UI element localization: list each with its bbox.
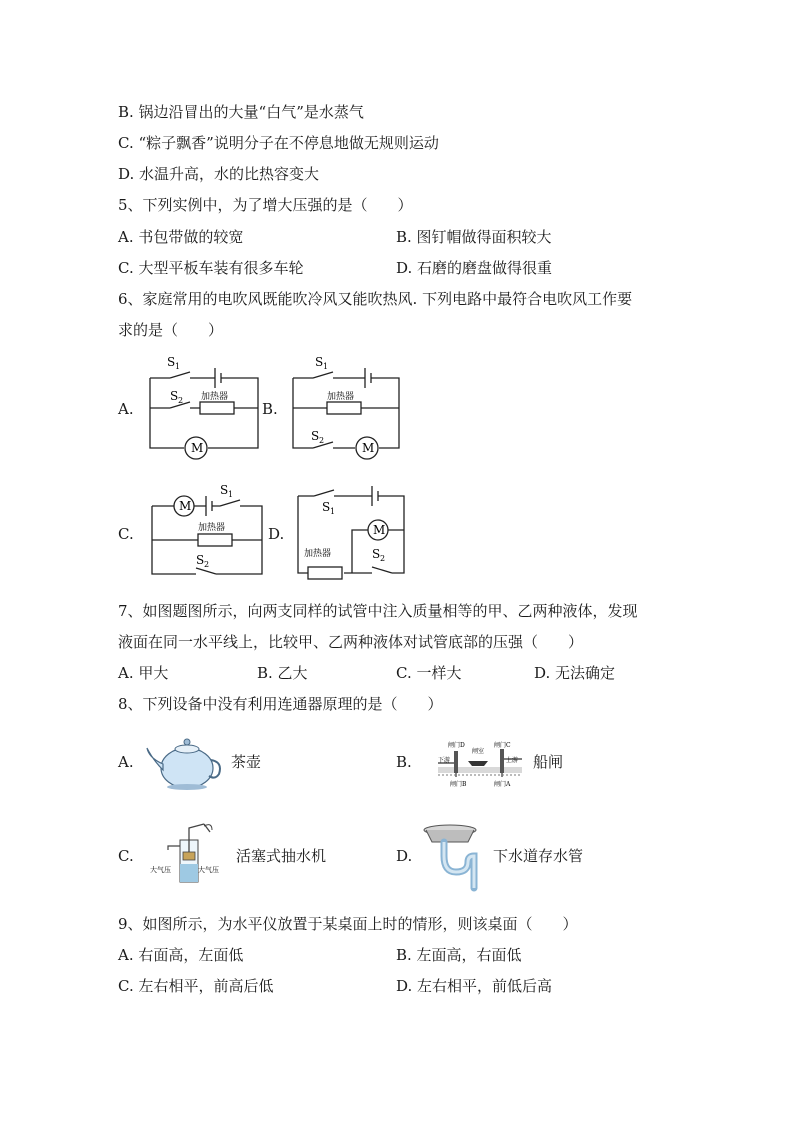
circuit-d-s2-label: S — [372, 547, 381, 561]
q8-label-c: C. — [118, 847, 134, 865]
q9-option-a: A. 右面高，左面低 — [118, 946, 244, 964]
circuit-b-diagram — [285, 350, 410, 465]
circuit-b-s2-label: S — [311, 429, 320, 443]
circuit-d-motor-label: M — [373, 523, 386, 537]
q9-option-c: C. 左右相平，前高后低 — [118, 977, 274, 995]
circuit-b-s1-sub: 1 — [323, 362, 329, 371]
circuit-a-s1-sub: 1 — [175, 362, 181, 371]
q5-option-c: C. 大型平板车装有很多车轮 — [118, 259, 304, 277]
ship-lock-gate-c-label: 闸门C — [494, 742, 511, 749]
circuit-d-s1-sub: 1 — [330, 507, 336, 516]
q4-option-d: D. 水温升高，水的比热容变大 — [118, 165, 320, 183]
circuit-c-motor-label: M — [179, 499, 192, 513]
q8-name-c: 活塞式抽水机 — [236, 847, 327, 865]
ship-lock-downstream-label: 下游 — [438, 757, 451, 764]
q6-stem-line2: 求的是（ ） — [118, 321, 224, 339]
q5-option-d: D. 石磨的磨盘做得很重 — [396, 259, 553, 277]
q8-name-d: 下水道存水管 — [493, 847, 584, 865]
q9-option-b: B. 左面高，右面低 — [396, 946, 522, 964]
circuit-d-s2-sub: 2 — [380, 554, 386, 563]
q9-option-d: D. 左右相平，前低后高 — [396, 977, 553, 995]
q8-name-a: 茶壶 — [231, 753, 262, 771]
q7-option-d: D. 无法确定 — [534, 664, 616, 682]
circuit-c-s2-label: S — [196, 553, 205, 567]
circuit-a-s2-label: S — [170, 389, 179, 403]
pump-atm-left-label: 大气压 — [150, 866, 171, 874]
q8-stem: 8、下列设备中没有利用连通器原理的是（ ） — [118, 695, 443, 713]
ship-lock-upstream-label: 上游 — [506, 757, 519, 764]
q4-option-b: B. 锅边沿冒出的大量“白气”是水蒸气 — [118, 103, 364, 121]
q7-stem-line1: 7、如图题图所示，向两支同样的试管中注入质量相等的甲、乙两种液体，发现 — [118, 602, 638, 620]
q8-label-d: D. — [396, 847, 413, 865]
circuit-a-s2-sub: 2 — [178, 396, 184, 405]
ship-lock-chamber-label: 闸室 — [472, 748, 485, 755]
circuit-b-s1-label: S — [315, 355, 324, 369]
piston-pump-image — [150, 820, 226, 888]
q8-label-a: A. — [118, 753, 134, 771]
circuit-d-diagram — [292, 478, 417, 583]
circuit-a-diagram — [140, 350, 265, 465]
circuit-b-heater-label: 加热器 — [327, 392, 355, 402]
q6-label-c: C. — [118, 525, 134, 543]
pump-atm-right-label: 大气压 — [198, 866, 219, 874]
circuit-b-s2-sub: 2 — [319, 436, 325, 445]
circuit-d-s1-label: S — [322, 500, 331, 514]
q6-label-a: A. — [118, 400, 134, 418]
q5-stem: 5、下列实例中，为了增大压强的是（ ） — [118, 196, 413, 214]
circuit-c-diagram — [140, 478, 270, 583]
ship-lock-gate-d-label: 闸门D — [448, 742, 465, 749]
q7-option-c: C. 一样大 — [396, 664, 462, 682]
q7-option-b: B. 乙大 — [257, 664, 308, 682]
q8-name-b: 船闸 — [533, 753, 564, 771]
q6-stem-line1: 6、家庭常用的电吹风既能吹冷风又能吹热风. 下列电路中最符合电吹风工作要 — [118, 290, 633, 308]
q4-option-c: C. “粽子飘香”说明分子在不停息地做无规则运动 — [118, 134, 439, 152]
q7-option-a: A. 甲大 — [118, 664, 169, 682]
q5-option-b: B. 图钉帽做得面积较大 — [396, 228, 552, 246]
ship-lock-gate-a-label: 闸门A — [494, 781, 511, 788]
q5-option-a: A. 书包带做的较宽 — [118, 228, 244, 246]
drain-trap-image — [420, 822, 484, 892]
teapot-image — [143, 730, 223, 792]
q6-label-d: D. — [268, 525, 285, 543]
circuit-c-heater-label: 加热器 — [198, 523, 226, 533]
circuit-a-heater-label: 加热器 — [201, 392, 229, 402]
q8-label-b: B. — [396, 753, 412, 771]
circuit-c-s2-sub: 2 — [204, 560, 210, 569]
circuit-a-motor-label: M — [191, 441, 204, 455]
q7-stem-line2: 液面在同一水平线上，比较甲、乙两种液体对试管底部的压强（ ） — [118, 633, 584, 651]
ship-lock-image — [436, 741, 524, 789]
circuit-b-motor-label: M — [362, 441, 375, 455]
circuit-a-s1-label: S — [167, 355, 176, 369]
ship-lock-gate-b-label: 闸门B — [450, 781, 467, 788]
circuit-d-heater-label: 加热器 — [304, 549, 332, 559]
circuit-c-s1-sub: 1 — [228, 490, 234, 499]
circuit-c-s1-label: S — [220, 483, 229, 497]
q9-stem: 9、如图所示，为水平仪放置于某桌面上时的情形，则该桌面（ ） — [118, 915, 578, 933]
q6-label-b: B. — [262, 400, 278, 418]
